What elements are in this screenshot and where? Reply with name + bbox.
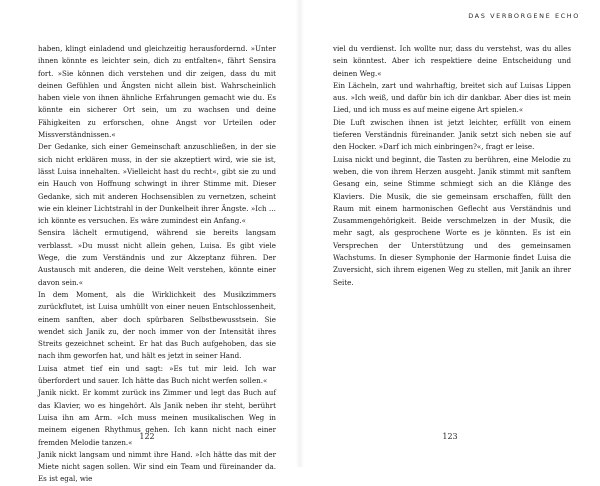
paragraph: Die Luft zwischen ihnen ist jetzt leichter, erfüllt von einem tieferen Verständnis füreinander. Janik setzt sich neben sie auf den Hocker. »Darf ich mich einbringen?«, fragt er leise. xyxy=(333,117,571,152)
page-number-left: 122 xyxy=(139,432,155,441)
page-number-right: 123 xyxy=(442,432,458,441)
paragraph: Ein Lächeln, zart und wahrhaftig, breitet sich auf Luisas Lippen aus. »Ich weiß, und dafür bin ich dir dankbar. Aber dies ist mein Lied, und ich muss es auf meine eigene Art spielen.« xyxy=(333,80,571,115)
left-page xyxy=(38,43,276,486)
book-gutter xyxy=(296,0,304,467)
paragraph: viel du verdienst. Ich wollte nur, dass du verstehst, was du alles sein könntest. Aber ich respektiere deine Entscheidung und deinen Weg.« xyxy=(333,44,571,78)
paragraph: Luisa nickt und beginnt, die Tasten zu berühren, eine Melodie zu weben, die von ihrem Herzen ausgeht. Janik stimmt mit sanftem Gesang ein, seine Stimme schmiegt sich an die Klänge des Klaviers. Die Musik, die sie gemeinsam erschaffen, füllt den Raum mit einem harmonischen Geflecht aus Verständnis und Zusammengehörigkeit. Beide verschmelzen in der Musik, die mehr sagt, als gesprochene Worte es je könnten. Es ist ein Versprechen der Unterstützung und des gemeinsamen Wachstums. In dieser Symphonie der Harmonie findet Luisa die Zuversicht, sich ihrem eigenen Weg zu stellen, mit Janik an ihrer Seite. xyxy=(333,154,571,287)
paragraph: In dem Moment, als die Wirklichkeit des Musikzimmers zurückflutet, ist Luisa umhüllt von einer neuen Entschlossenheit, einem sanften, aber doch spürbaren Selbstbewusstsein. Sie wendet sich Janik zu, der noch immer von der Intensität ihres Streits gezeichnet scheint. Er hat das Buch aufgehoben, das sie nach ihm geworfen hat, und hält es jetzt in seiner Hand. xyxy=(38,289,276,361)
right-page xyxy=(333,43,571,289)
paragraph: haben, klingt einladend und gleichzeitig herausfordernd. »Unter ihnen könnte es leichter sein, dich zu entfalten«, fährt Sensira fort. »Sie können dich verstehen und dir zeigen, dass du mit deinen Gefühlen und Ängsten nicht allein bist. Wahrscheinlich haben viele von ihnen ähnliche Erfahrungen gemacht wie du. Es könnte ein sicherer Ort sein, um zu wachsen und deine Fähigkeiten zu erforschen, ohne Angst vor Urteilen oder Missverständnissen.« xyxy=(38,44,276,140)
paragraph: Janik nickt. Er kommt zurück ins Zimmer und legt das Buch auf das Klavier, wo es hingehört. Als Janik neben ihr steht, berührt Luisa ihn am Arm. »Ich muss meinen musikalischen Weg in meinem eigenen Rhythmus gehen. Ich kann nicht nach einer fremden Melodie tanzen.« xyxy=(38,388,276,447)
paragraph: Sensira lächelt ermutigend, während sie bereits langsam verblasst. »Du musst nicht allein gehen, Luisa. Es gibt viele Wege, die zum Verständnis und zur Akzeptanz führen. Der Austausch mit anderen, die deine Welt verstehen, könnte einer davon sein.« xyxy=(38,228,276,287)
paragraph: Janik nickt langsam und nimmt ihre Hand. »Ich hätte das mit der Miete nicht sagen sollen. Wir sind ein Team und füreinander da. Es ist egal, wie xyxy=(38,449,276,484)
running-header: DAS VERBORGENE ECHO xyxy=(468,12,580,20)
paragraph: Der Gedanke, sich einer Gemeinschaft anzuschließen, in der sie sich nicht erklären muss, in der sie akzeptiert wird, wie sie ist, lässt Luisa innehalten. »Vielleicht hast du recht«, gibt sie zu und ein Hauch von Hoffnung schwingt in ihrer Stimme mit. Dieser Gedanke, sich mit anderen Hochsensiblen zu vernetzen, scheint wie ein kleiner Lichtstrahl in der Dunkelheit ihrer Ängste. »Ich … ich könnte es versuchen. Es wäre zumindest ein Anfang.« xyxy=(38,142,276,226)
right-page-text xyxy=(333,43,571,289)
paragraph: Luisa atmet tief ein und sagt: »Es tut mir leid. Ich war überfordert und sauer. Ich hätte das Buch nicht werfen sollen.« xyxy=(38,363,276,386)
left-page-text xyxy=(38,43,276,486)
